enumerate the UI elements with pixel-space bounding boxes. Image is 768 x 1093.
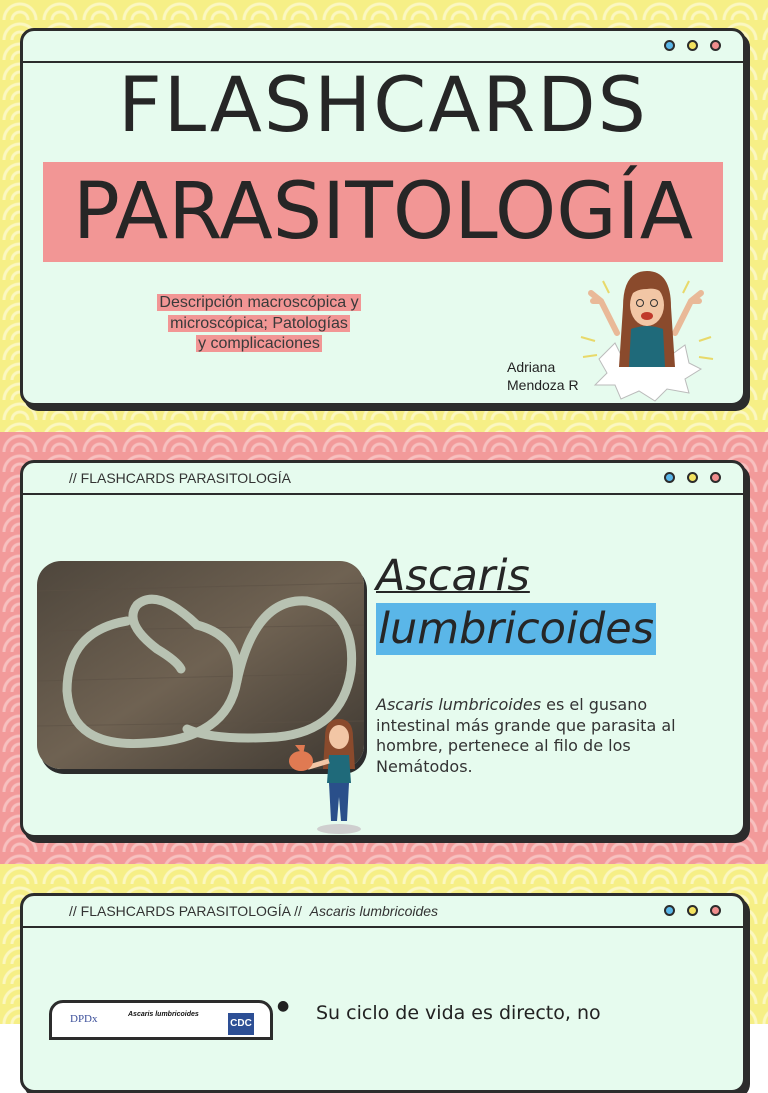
window-titlebar xyxy=(23,31,743,63)
cartoon-avatar-cheering xyxy=(571,267,721,403)
species-name-italic: Ascaris lumbricoides xyxy=(376,695,542,714)
window-titlebar xyxy=(23,896,743,928)
slide-header xyxy=(69,903,438,919)
diagram-title: Ascaris lumbricoides xyxy=(128,1011,199,1018)
slide-title: FLASHCARDS xyxy=(118,60,648,149)
window-dot-pink-icon xyxy=(710,40,721,51)
lifecycle-bullet-text: Su ciclo de vida es directo, no xyxy=(316,1002,601,1024)
title-slide-card xyxy=(20,28,746,406)
slide-description xyxy=(129,293,389,355)
window-dot-blue-icon xyxy=(664,905,675,916)
species-name-title: lumbricoides xyxy=(378,604,655,654)
intro-body: es el gusano intestinal más grande que parasita al hombre, pertenece al filo de los Nemátodos. xyxy=(376,695,676,776)
description-line-1: Descripción macroscópica y xyxy=(159,294,359,311)
description-line-2: microscópica; Patologías xyxy=(170,314,348,332)
cartoon-avatar-pointing xyxy=(285,717,371,835)
window-dot-pink-icon xyxy=(710,472,721,483)
window-dot-blue-icon xyxy=(664,40,675,51)
lifecycle-slide-card xyxy=(20,893,746,1093)
cdc-logo: CDC xyxy=(228,1013,254,1035)
window-dot-blue-icon xyxy=(664,472,675,483)
intro-slide-card xyxy=(20,460,746,838)
window-dot-yellow-icon xyxy=(687,905,698,916)
window-dot-yellow-icon xyxy=(687,40,698,51)
window-dots xyxy=(664,472,721,483)
slide-subtitle-highlighted: PARASITOLOGÍA xyxy=(43,162,723,262)
window-dots xyxy=(664,905,721,916)
author-last-name: Mendoza R xyxy=(507,377,579,393)
author-first-name: Adriana xyxy=(507,359,556,375)
header-species: Ascaris lumbricoides xyxy=(309,903,439,919)
window-dots xyxy=(664,40,721,51)
species-intro-text xyxy=(376,695,716,777)
description-line-3: y complicaciones xyxy=(198,335,320,352)
bullet-icon: ● xyxy=(277,998,290,1014)
dpdx-logo: DPDx xyxy=(70,1013,98,1025)
window-titlebar xyxy=(23,463,743,495)
window-dot-yellow-icon xyxy=(687,472,698,483)
header-prefix: // FLASHCARDS PARASITOLOGÍA // xyxy=(69,903,302,919)
species-genus-title: Ascaris xyxy=(376,551,530,601)
slide-header: // FLASHCARDS PARASITOLOGÍA xyxy=(69,470,291,486)
lifecycle-diagram-thumbnail xyxy=(49,1000,273,1040)
window-dot-pink-icon xyxy=(710,905,721,916)
